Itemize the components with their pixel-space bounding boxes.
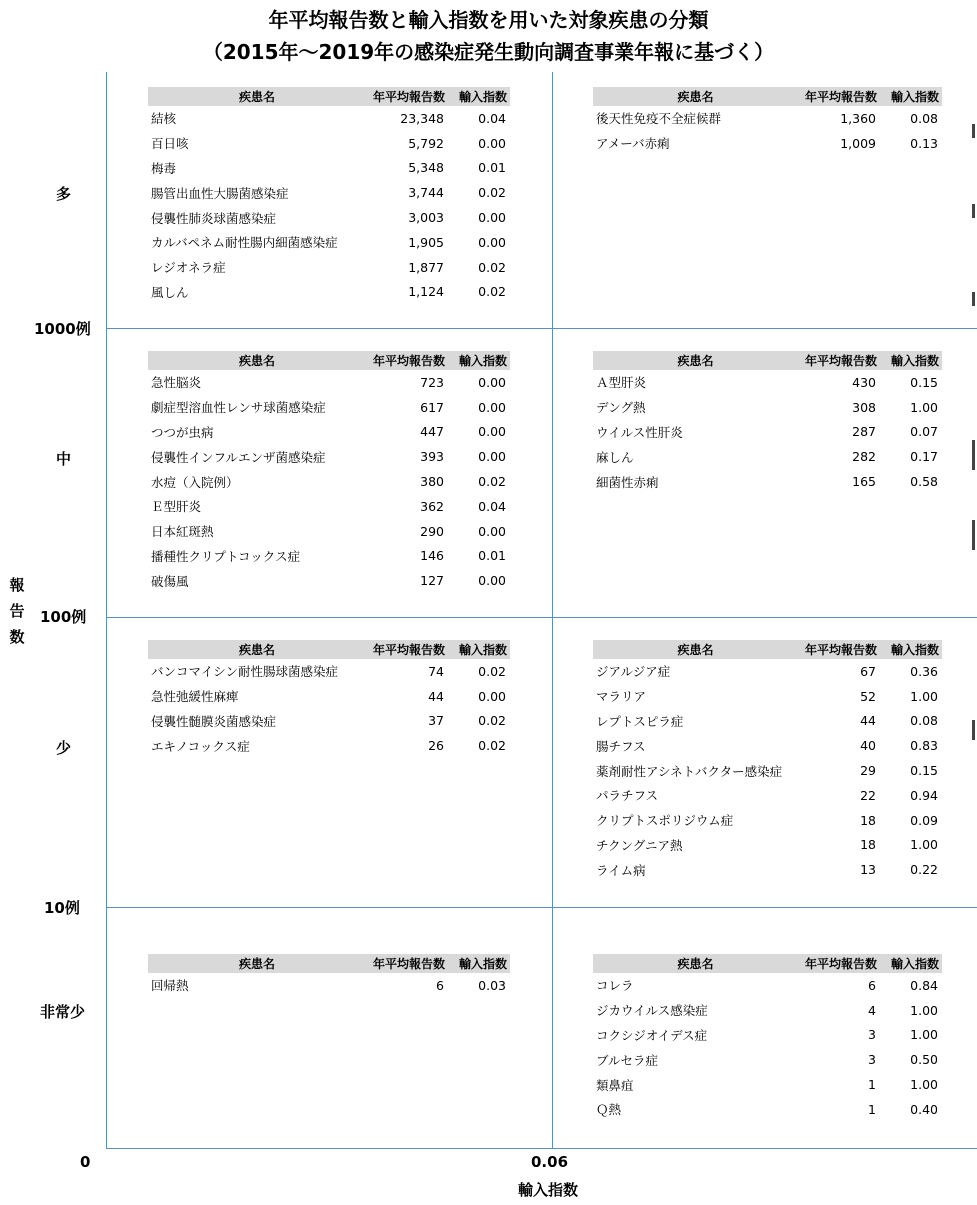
quadrant-table: [148, 640, 510, 758]
import-index-value: 0.07: [910, 424, 938, 440]
annual-reports-value: 37: [428, 713, 444, 729]
table-row: [593, 1072, 942, 1097]
import-index-value: 0.00: [478, 210, 506, 226]
header-import-index: 輸入指数: [448, 87, 510, 106]
import-index-value: 0.09: [910, 812, 938, 828]
import-index-value: 0.84: [910, 977, 938, 993]
header-disease-name: 疾患名: [148, 640, 366, 659]
import-index-value: 0.08: [910, 713, 938, 729]
import-index-value: 0.00: [478, 374, 506, 390]
edge-mark: [972, 520, 975, 550]
header-disease-name: 疾患名: [593, 351, 798, 370]
table-row: [593, 131, 942, 156]
disease-name: デング熱: [596, 400, 646, 416]
disease-name: コクシジオイデス症: [596, 1027, 708, 1043]
annual-reports-value: 6: [868, 977, 876, 993]
annual-reports-value: 1: [868, 1077, 876, 1093]
annual-reports-value: 1,124: [408, 284, 444, 300]
x-axis-title: 輸入指数: [518, 1181, 579, 1199]
header-annual-reports: 年平均報告数: [798, 351, 880, 370]
table-header-row: [148, 87, 510, 106]
annual-reports-value: 380: [420, 474, 444, 490]
edge-mark: [972, 440, 975, 470]
annual-reports-value: 146: [420, 548, 444, 564]
table-row: [593, 659, 942, 684]
table-row: [593, 444, 942, 469]
table-row: [148, 395, 510, 420]
header-import-index: 輸入指数: [880, 87, 942, 106]
disease-name: ブルセラ症: [596, 1052, 659, 1068]
import-index-value: 0.83: [910, 738, 938, 754]
import-index-value: 0.04: [478, 110, 506, 126]
annual-reports-value: 44: [860, 713, 876, 729]
y-threshold-10: 10例: [44, 899, 80, 917]
table-row: [593, 783, 942, 808]
header-annual-reports: 年平均報告数: [366, 640, 448, 659]
y-axis-title-char: 告: [9, 602, 25, 620]
header-import-index: 輸入指数: [880, 954, 942, 973]
gridline-1000: [106, 328, 977, 329]
import-index-value: 1.00: [910, 1077, 938, 1093]
table-row: [593, 395, 942, 420]
annual-reports-value: 4: [868, 1002, 876, 1018]
gridline-10: [106, 907, 977, 908]
disease-name: バンコマイシン耐性腸球菌感染症: [151, 664, 338, 680]
table-row: [593, 1023, 942, 1048]
header-import-index: 輸入指数: [880, 351, 942, 370]
table-row: [148, 444, 510, 469]
table-row: [593, 857, 942, 882]
annual-reports-value: 67: [860, 663, 876, 679]
header-annual-reports: 年平均報告数: [366, 87, 448, 106]
edge-mark: [972, 720, 975, 740]
edge-mark: [972, 124, 975, 138]
table-header-row: [593, 954, 942, 973]
quadrant-table: [148, 87, 510, 304]
import-index-value: 0.00: [478, 399, 506, 415]
disease-name: 風しん: [151, 284, 189, 300]
table-row: [148, 420, 510, 445]
annual-reports-value: 23,348: [400, 110, 444, 126]
quadrant-table: [593, 640, 942, 882]
annual-reports-value: 18: [860, 837, 876, 853]
y-axis-title: [8, 572, 26, 650]
annual-reports-value: 40: [860, 738, 876, 754]
import-index-value: 0.58: [910, 474, 938, 490]
table-row: [593, 973, 942, 998]
annual-reports-value: 1,360: [840, 110, 876, 126]
annual-reports-value: 3: [868, 1052, 876, 1068]
table-row: [593, 420, 942, 445]
disease-name: 破傷風: [151, 573, 189, 589]
disease-name: 劇症型溶血性レンサ球菌感染症: [151, 400, 326, 416]
annual-reports-value: 165: [852, 474, 876, 490]
import-index-value: 1.00: [910, 1002, 938, 1018]
import-index-value: 0.13: [910, 135, 938, 151]
table-row: [148, 180, 510, 205]
disease-name: 侵襲性肺炎球菌感染症: [151, 210, 277, 226]
header-disease-name: 疾患名: [593, 954, 798, 973]
header-annual-reports: 年平均報告数: [366, 351, 448, 370]
table-row: [148, 205, 510, 230]
header-import-index: 輸入指数: [448, 351, 510, 370]
annual-reports-value: 13: [860, 862, 876, 878]
import-index-value: 0.08: [910, 110, 938, 126]
disease-name: 麻しん: [596, 449, 634, 465]
x-threshold-line: [552, 72, 553, 1148]
table-row: [593, 998, 942, 1023]
annual-reports-value: 1,905: [408, 234, 444, 250]
annual-reports-value: 447: [420, 424, 444, 440]
table-row: [148, 494, 510, 519]
import-index-value: 0.02: [478, 284, 506, 300]
table-row: [148, 230, 510, 255]
disease-name: 類鼻疽: [596, 1077, 634, 1093]
import-index-value: 0.02: [478, 738, 506, 754]
y-category-few: 少: [56, 739, 72, 757]
annual-reports-value: 1,009: [840, 135, 876, 151]
edge-mark: [972, 204, 975, 218]
table-row: [148, 684, 510, 709]
import-index-value: 0.00: [478, 449, 506, 465]
y-axis-title-char: 数: [9, 628, 25, 646]
annual-reports-value: 617: [420, 399, 444, 415]
quadrant-table: [593, 87, 942, 156]
disease-name: Ｅ型肝炎: [151, 499, 202, 515]
import-index-value: 0.00: [478, 424, 506, 440]
quadrant-table: [148, 954, 510, 998]
table-row: [593, 370, 942, 395]
import-index-value: 0.00: [478, 523, 506, 539]
table-row: [593, 1097, 942, 1122]
header-annual-reports: 年平均報告数: [366, 954, 448, 973]
table-row: [148, 544, 510, 569]
header-annual-reports: 年平均報告数: [798, 87, 880, 106]
gridline-100: [106, 617, 977, 618]
annual-reports-value: 44: [428, 688, 444, 704]
import-index-value: 0.17: [910, 449, 938, 465]
disease-name: 腸管出血性大腸菌感染症: [151, 185, 289, 201]
quadrant-table: [148, 351, 510, 593]
quadrant-table: [593, 351, 942, 494]
disease-name: カルバペネム耐性腸内細菌感染症: [151, 235, 338, 251]
table-header-row: [148, 954, 510, 973]
table-header-row: [593, 640, 942, 659]
table-row: [593, 1047, 942, 1072]
disease-name: エキノコックス症: [151, 738, 250, 754]
import-index-value: 0.04: [478, 498, 506, 514]
disease-name: マラリア: [596, 689, 647, 705]
disease-name: 結核: [151, 111, 177, 127]
import-index-value: 1.00: [910, 399, 938, 415]
annual-reports-value: 290: [420, 523, 444, 539]
table-row: [148, 370, 510, 395]
disease-name: コレラ: [596, 978, 634, 994]
import-index-value: 0.00: [478, 688, 506, 704]
chart-subtitle: （2015年～2019年の感染症発生動向調査事業年報に基づく）: [202, 40, 775, 64]
table-row: [148, 106, 510, 131]
disease-name: レプトスピラ症: [596, 713, 684, 729]
disease-name: 日本紅斑熱: [151, 524, 214, 540]
table-header-row: [148, 351, 510, 370]
header-disease-name: 疾患名: [593, 640, 798, 659]
annual-reports-value: 22: [860, 787, 876, 803]
header-import-index: 輸入指数: [880, 640, 942, 659]
annual-reports-value: 6: [436, 977, 444, 993]
annual-reports-value: 723: [420, 374, 444, 390]
disease-name: チクングニア熱: [596, 837, 683, 853]
disease-name: レジオネラ症: [151, 260, 226, 276]
disease-name: 急性弛緩性麻痺: [151, 689, 239, 705]
annual-reports-value: 430: [852, 374, 876, 390]
table-row: [593, 733, 942, 758]
annual-reports-value: 26: [428, 738, 444, 754]
import-index-value: 0.01: [478, 548, 506, 564]
table-row: [593, 758, 942, 783]
import-index-value: 0.00: [478, 135, 506, 151]
x-threshold-label: 0.06: [531, 1153, 569, 1171]
y-axis-title-char: 報: [9, 576, 25, 594]
header-annual-reports: 年平均報告数: [798, 640, 880, 659]
annual-reports-value: 3,744: [408, 185, 444, 201]
disease-name: クリプトスポリジウム症: [596, 813, 734, 829]
import-index-value: 0.02: [478, 259, 506, 275]
table-row: [148, 131, 510, 156]
import-index-value: 0.22: [910, 862, 938, 878]
annual-reports-value: 3,003: [408, 210, 444, 226]
y-threshold-1000: 1000例: [34, 320, 91, 338]
table-row: [148, 469, 510, 494]
disease-name: ジアルジア症: [596, 664, 671, 680]
disease-name: 水痘（入院例）: [151, 474, 239, 490]
import-index-value: 0.02: [478, 713, 506, 729]
annual-reports-value: 1: [868, 1101, 876, 1117]
disease-name: 侵襲性髄膜炎菌感染症: [151, 713, 277, 729]
table-row: [593, 709, 942, 734]
disease-name: Ａ型肝炎: [596, 375, 647, 391]
header-import-index: 輸入指数: [448, 954, 510, 973]
disease-name: 梅毒: [151, 160, 177, 176]
header-annual-reports: 年平均報告数: [798, 954, 880, 973]
import-index-value: 0.02: [478, 663, 506, 679]
import-index-value: 1.00: [910, 688, 938, 704]
annual-reports-value: 18: [860, 812, 876, 828]
chart-title: 年平均報告数と輸入指数を用いた対象疾患の分類: [268, 8, 709, 32]
header-import-index: 輸入指数: [448, 640, 510, 659]
table-row: [148, 156, 510, 181]
annual-reports-value: 362: [420, 498, 444, 514]
import-index-value: 1.00: [910, 837, 938, 853]
import-index-value: 0.02: [478, 474, 506, 490]
table-row: [593, 808, 942, 833]
annual-reports-value: 282: [852, 449, 876, 465]
y-category-mid: 中: [56, 450, 72, 468]
import-index-value: 0.15: [910, 763, 938, 779]
table-row: [148, 280, 510, 305]
import-index-value: 0.94: [910, 787, 938, 803]
quadrant-table: [593, 954, 942, 1122]
disease-name: 百日咳: [151, 136, 189, 152]
table-row: [148, 568, 510, 593]
annual-reports-value: 393: [420, 449, 444, 465]
import-index-value: 0.02: [478, 185, 506, 201]
y-threshold-0: 0: [80, 1153, 91, 1171]
disease-name: 後天性免疫不全症候群: [596, 111, 722, 127]
annual-reports-value: 308: [852, 399, 876, 415]
disease-name: 播種性クリプトコックス症: [151, 548, 301, 564]
table-row: [593, 833, 942, 858]
y-threshold-100: 100例: [40, 608, 87, 626]
disease-name: 薬剤耐性アシネトバクター感染症: [596, 763, 783, 779]
import-index-value: 0.50: [910, 1052, 938, 1068]
table-header-row: [148, 640, 510, 659]
table-header-row: [593, 351, 942, 370]
annual-reports-value: 74: [428, 663, 444, 679]
disease-name: ウイルス性肝炎: [596, 424, 683, 440]
disease-name: 腸チフス: [596, 738, 646, 754]
disease-name: 侵襲性インフルエンザ菌感染症: [151, 449, 326, 465]
import-index-value: 0.03: [478, 977, 506, 993]
header-disease-name: 疾患名: [148, 87, 366, 106]
annual-reports-value: 5,792: [408, 135, 444, 151]
annual-reports-value: 287: [852, 424, 876, 440]
import-index-value: 0.00: [478, 234, 506, 250]
annual-reports-value: 127: [420, 573, 444, 589]
disease-name: ライム病: [596, 862, 646, 878]
table-row: [148, 733, 510, 758]
disease-name: Ｑ熱: [596, 1102, 622, 1118]
table-row: [593, 469, 942, 494]
table-row: [148, 659, 510, 684]
disease-name: ジカウイルス感染症: [596, 1003, 708, 1019]
disease-name: パラチフス: [596, 788, 659, 804]
y-axis-line: [106, 72, 107, 1148]
header-disease-name: 疾患名: [148, 954, 366, 973]
table-row: [148, 519, 510, 544]
import-index-value: 0.40: [910, 1101, 938, 1117]
y-category-many: 多: [56, 185, 72, 203]
disease-name: 回帰熱: [151, 978, 189, 994]
table-row: [148, 255, 510, 280]
import-index-value: 0.01: [478, 160, 506, 176]
annual-reports-value: 29: [860, 763, 876, 779]
header-disease-name: 疾患名: [148, 351, 366, 370]
table-row: [593, 684, 942, 709]
disease-name: アメーバ赤痢: [596, 136, 670, 152]
annual-reports-value: 52: [860, 688, 876, 704]
annual-reports-value: 3: [868, 1027, 876, 1043]
import-index-value: 0.15: [910, 374, 938, 390]
table-row: [148, 709, 510, 734]
import-index-value: 0.36: [910, 663, 938, 679]
x-axis-line: [106, 1148, 977, 1149]
disease-name: 急性脳炎: [151, 375, 202, 391]
table-header-row: [593, 87, 942, 106]
annual-reports-value: 1,877: [408, 259, 444, 275]
disease-name: つつが虫病: [151, 424, 214, 440]
edge-mark: [972, 292, 975, 306]
annual-reports-value: 5,348: [408, 160, 444, 176]
import-index-value: 0.00: [478, 573, 506, 589]
y-category-very-few: 非常少: [40, 1003, 86, 1021]
disease-name: 細菌性赤痢: [596, 474, 659, 490]
import-index-value: 1.00: [910, 1027, 938, 1043]
header-disease-name: 疾患名: [593, 87, 798, 106]
table-row: [593, 106, 942, 131]
table-row: [148, 973, 510, 998]
